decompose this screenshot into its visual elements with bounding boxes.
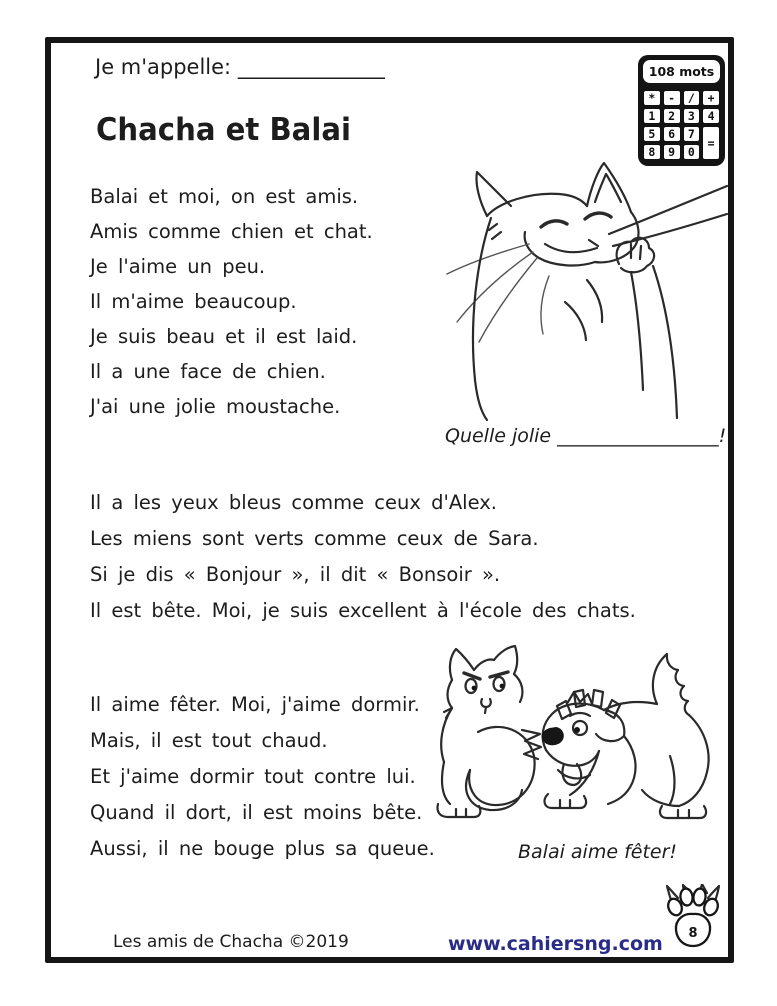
calc-key-8: 8: [643, 144, 661, 160]
calculator-keypad: [643, 90, 720, 160]
poem-line: Il aime fêter. Moi, j'aime dormir.: [90, 693, 420, 716]
poem-line: Il est bête. Moi, je suis excellent à l'école des chats.: [90, 599, 636, 622]
stanza-3: [90, 692, 435, 872]
poem-line: Il m'aime beaucoup.: [90, 290, 297, 313]
cat-caption-exclaim: !: [718, 425, 727, 447]
poem-line: Balai et moi, on est amis.: [90, 185, 359, 208]
poem-line: Amis comme chien et chat.: [90, 220, 373, 243]
poem-line: Je l'aime un peu.: [90, 255, 266, 278]
calc-key-5: 5: [643, 126, 661, 142]
poem-line: Si je dis « Bonjour », il dit « Bonsoir ».: [90, 563, 501, 586]
poem-line: Il a une face de chien.: [90, 360, 326, 383]
stanza-1: [90, 184, 373, 429]
stanza-2: [90, 490, 636, 634]
name-label: Je m'appelle:: [95, 55, 232, 79]
calc-key-divide: /: [683, 90, 701, 106]
calc-key-3: 3: [683, 108, 701, 124]
page-number: 8: [688, 926, 698, 941]
poem-line: Je suis beau et il est laid.: [90, 325, 358, 348]
calc-key-2: 2: [663, 108, 681, 124]
calculator-icon: [638, 55, 725, 166]
poem-line: Aussi, il ne bouge plus sa queue.: [90, 837, 435, 860]
page-title: Chacha et Balai: [96, 112, 351, 148]
calc-key-minus: -: [663, 90, 681, 106]
poem-line: J'ai une jolie moustache.: [90, 395, 341, 418]
calc-key-multiply: *: [643, 90, 661, 106]
footer-credit: Les amis de Chacha ©2019: [113, 932, 349, 952]
poem-line: Mais, il est tout chaud.: [90, 729, 328, 752]
poem-line: Il a les yeux bleus comme ceux d'Alex.: [90, 491, 497, 514]
dog-caption: Balai aime fêter!: [518, 841, 678, 863]
cat-caption-text: Quelle jolie: [445, 425, 558, 447]
poem-line: Et j'aime dormir tout contre lui.: [90, 765, 416, 788]
poem-line: Les miens sont verts comme ceux de Sara.: [90, 527, 539, 550]
word-count-display: 108 mots: [643, 60, 720, 83]
calc-key-7: 7: [683, 126, 701, 142]
calc-key-1: 1: [643, 108, 661, 124]
poem-line: Quand il dort, il est moins bête.: [90, 801, 423, 824]
calc-key-plus: +: [702, 90, 720, 106]
name-line: [95, 55, 385, 79]
cat-caption: [445, 425, 726, 447]
footer-url-link[interactable]: www.cahiersng.com: [448, 933, 663, 955]
calc-key-9: 9: [663, 144, 681, 160]
calc-key-equals: =: [702, 126, 720, 160]
paw-print-page-number: [664, 884, 722, 948]
calc-key-6: 6: [663, 126, 681, 142]
calc-key-0: 0: [683, 144, 701, 160]
name-blank-field[interactable]: ______________: [237, 55, 385, 79]
calc-key-4: 4: [702, 108, 720, 124]
cat-caption-blank-field[interactable]: _________________: [557, 425, 719, 447]
